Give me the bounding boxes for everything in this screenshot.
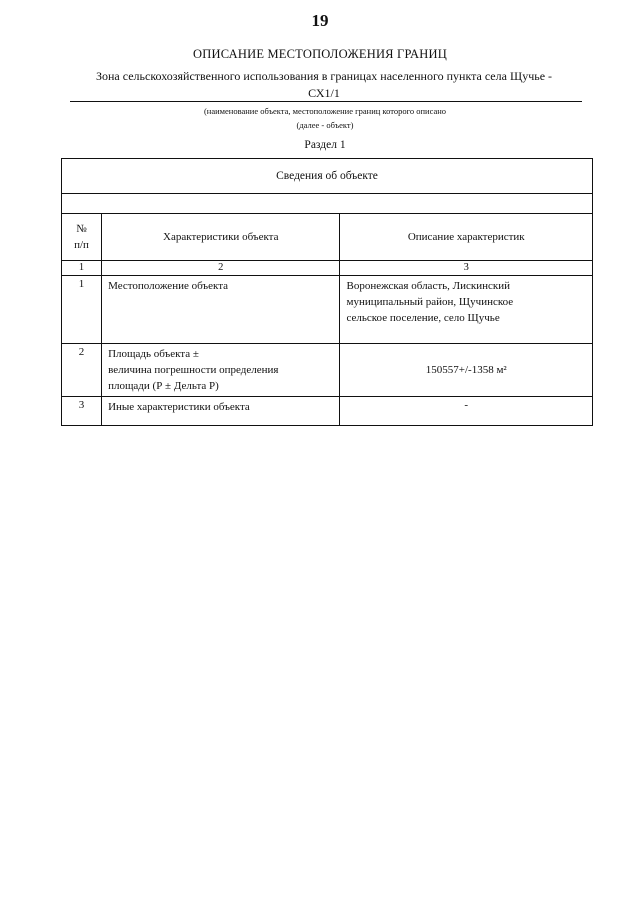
object-name-line-2: СХ1/1 [308, 86, 340, 100]
document-title: ОПИСАНИЕ МЕСТОПОЛОЖЕНИЯ ГРАНИЦ [193, 47, 447, 61]
characteristic-line: Местоположение объекта [108, 280, 229, 292]
column-number: 1 [62, 261, 102, 276]
table-column-headers [62, 214, 593, 261]
row-number: 3 [62, 397, 102, 426]
table-blank-row [62, 194, 593, 214]
row-description [340, 397, 593, 426]
page-number: 19 [311, 11, 329, 30]
column-number-row [62, 261, 593, 276]
description-line: сельское поселение, село Щучье [346, 312, 500, 324]
column-number: 3 [340, 261, 593, 276]
column-number: 2 [102, 261, 340, 276]
object-name [64, 68, 584, 102]
table-row [62, 397, 593, 426]
row-description [340, 276, 593, 344]
description-line: Воронежская область, Лискинский [346, 280, 510, 292]
column-header-number: № п/п [62, 214, 102, 261]
description-line: 150557+/-1358 м² [425, 364, 507, 376]
row-characteristic [102, 397, 340, 426]
characteristic-line: площади (Р ± Дельта Р) [108, 380, 219, 392]
row-description [340, 344, 593, 397]
row-number: 2 [62, 344, 102, 397]
section-label: Раздел 1 [304, 139, 346, 151]
characteristic-line: Иные характеристики объекта [108, 401, 250, 413]
caption-line-1: (наименование объекта, местоположение границ которого описано [203, 106, 447, 116]
object-name-line-1: Зона сельскохозяйственного использования в границах населенного пункта села Щучье - [95, 69, 553, 83]
object-info-table [61, 158, 593, 426]
row-number: 1 [62, 276, 102, 344]
column-header-description: Описание характеристик [340, 214, 593, 261]
object-caption [0, 104, 640, 132]
caption-line-2: (далее - объект) [296, 120, 354, 130]
characteristic-line: Площадь объекта ± [108, 348, 199, 360]
row-characteristic [102, 276, 340, 344]
table-row [62, 276, 593, 344]
characteristic-line: величина погрешности определения [108, 364, 279, 376]
table-section-header: Сведения об объекте [62, 159, 593, 194]
row-characteristic [102, 344, 340, 397]
table-row [62, 344, 593, 397]
description-line: - [464, 399, 469, 411]
description-line: муниципальный район, Щучинское [346, 296, 514, 308]
column-header-characteristics: Характеристики объекта [102, 214, 340, 261]
underline-divider [70, 101, 582, 102]
